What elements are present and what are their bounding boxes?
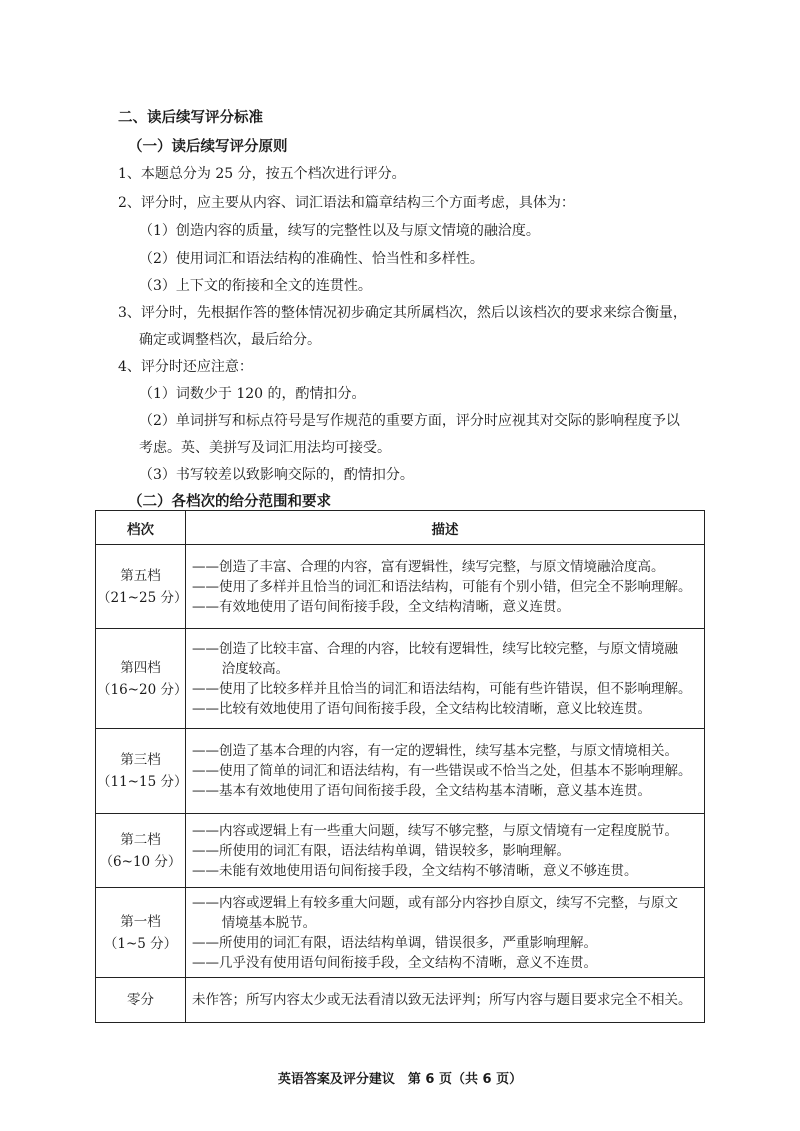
description-line: ——基本有效地使用了语句间衔接手段，全文结构基本清晰，意义基本连贯。 [192,783,651,799]
table-row [96,729,705,814]
level-cell [96,814,186,888]
header-description: 描述 [186,511,705,545]
table-row [96,888,705,978]
principle-line: （1）词数少于 120 的，酌情扣分。 [139,386,366,402]
level-range: （1~5 分） [103,935,178,952]
scoring-table [95,510,705,1023]
principle-line: 3、评分时，先根据作答的整体情况初步确定其所属档次，然后以该档次的要求来综合衡量， [118,305,687,321]
description-cell [186,814,705,888]
principle-line: （2）使用词汇和语法结构的准确性、恰当性和多样性。 [139,251,484,267]
principle-line: 考虑。英、美拼写及词汇用法均可接受。 [139,440,391,456]
description-cell [186,629,705,729]
principle-line: 4、评分时还应注意： [118,359,253,375]
table-row [96,814,705,888]
description-line: ——创造了基本合理的内容，有一定的逻辑性，续写基本完整，与原文情境相关。 [192,743,678,759]
table-row [96,629,705,729]
description-line: 情境基本脱节。 [221,914,317,931]
table-header-row [96,511,705,545]
table-row [96,545,705,629]
level-name: 第二档 [120,831,161,848]
level-name: 第三档 [120,752,161,768]
table-row [96,978,705,1023]
principle-line: （3）书写较差以致影响交际的，酌情扣分。 [139,467,414,483]
description-line: 洽度较高。 [221,660,290,677]
level-range: （16~20 分） [97,681,188,698]
principle-line: 2、评分时，应主要从内容、词汇语法和篇章结构三个方面考虑，具体为： [118,195,575,211]
principle-line: 1、本题总分为 25 分，按五个档次进行评分。 [118,166,406,182]
header-level: 档次 [96,511,186,545]
description-line: ——创造了丰富、合理的内容，富有逻辑性，续写完整，与原文情境融洽度高。 [192,558,665,575]
level-range: （11~15 分） [97,774,188,790]
page-footer: 英语答案及评分建议 第 6 页（共 6 页） [277,1072,523,1087]
level-cell [96,729,186,814]
level-cell [96,629,186,729]
description-line: ——使用了简单的词汇和语法结构，有一些错误或不恰当之处，但基本不影响理解。 [192,763,692,779]
description-line: ——创造了比较丰富、合理的内容，比较有逻辑性，续写比较完整，与原文情境融 [192,640,678,657]
level-cell [96,978,186,1023]
description-line: ——比较有效地使用了语句间衔接手段，全文结构比较清晰，意义比较连贯。 [192,700,651,717]
description-cell [186,888,705,978]
description-line: ——使用了多样并且恰当的词汇和语法结构，可能有个别小错，但完全不影响理解。 [192,578,692,595]
level-range: （6~10 分） [99,853,182,870]
description-cell [186,978,705,1023]
section-title: 二、读后续写评分标准 [118,110,263,126]
subsection-title-levels: （二）各档次的给分范围和要求 [128,494,331,510]
subsection-title-principles: （一）读后续写评分原则 [128,139,288,155]
description-cell [186,729,705,814]
level-name: 第一档 [120,913,161,930]
description-line: ——使用了比较多样并且恰当的词汇和语法结构，可能有些许错误，但不影响理解。 [192,680,692,697]
description-line: ——所使用的词汇有限，语法结构单调，错误很多，严重影响理解。 [192,934,597,951]
description-line: ——内容或逻辑上有一些重大问题，续写不够完整，与原文情境有一定程度脱节。 [192,822,678,839]
description-line: ——内容或逻辑上有较多重大问题，或有部分内容抄自原文，续写不完整，与原文 [192,894,678,911]
level-cell [96,545,186,629]
principle-line: （1）创造内容的质量，续写的完整性以及与原文情境的融洽度。 [139,223,540,239]
description-cell [186,545,705,629]
level-cell [96,888,186,978]
description-line: ——未能有效地使用语句间衔接手段，全文结构不够清晰，意义不够连贯。 [192,862,638,879]
description-line: ——所使用的词汇有限，语法结构单调，错误较多，影响理解。 [192,842,570,859]
description-line: ——几乎没有使用语句间衔接手段，全文结构不清晰，意义不连贯。 [192,954,597,971]
principle-line: （3）上下文的衔接和全文的连贯性。 [139,278,372,294]
description-line: ——有效地使用了语句间衔接手段，全文结构清晰，意义连贯。 [192,598,570,615]
description-line: 未作答；所写内容太少或无法看清以致无法评判；所写内容与题目要求完全不相关。 [192,992,692,1008]
level-name: 第四档 [120,659,161,676]
level-name: 零分 [127,992,154,1008]
level-range: （21~25 分） [97,589,188,606]
principle-line: 确定或调整档次，最后给分。 [139,332,321,348]
level-name: 第五档 [120,567,161,584]
principle-line: （2）单词拼写和标点符号是写作规范的重要方面，评分时应视其对交际的影响程度予以 [139,413,680,429]
